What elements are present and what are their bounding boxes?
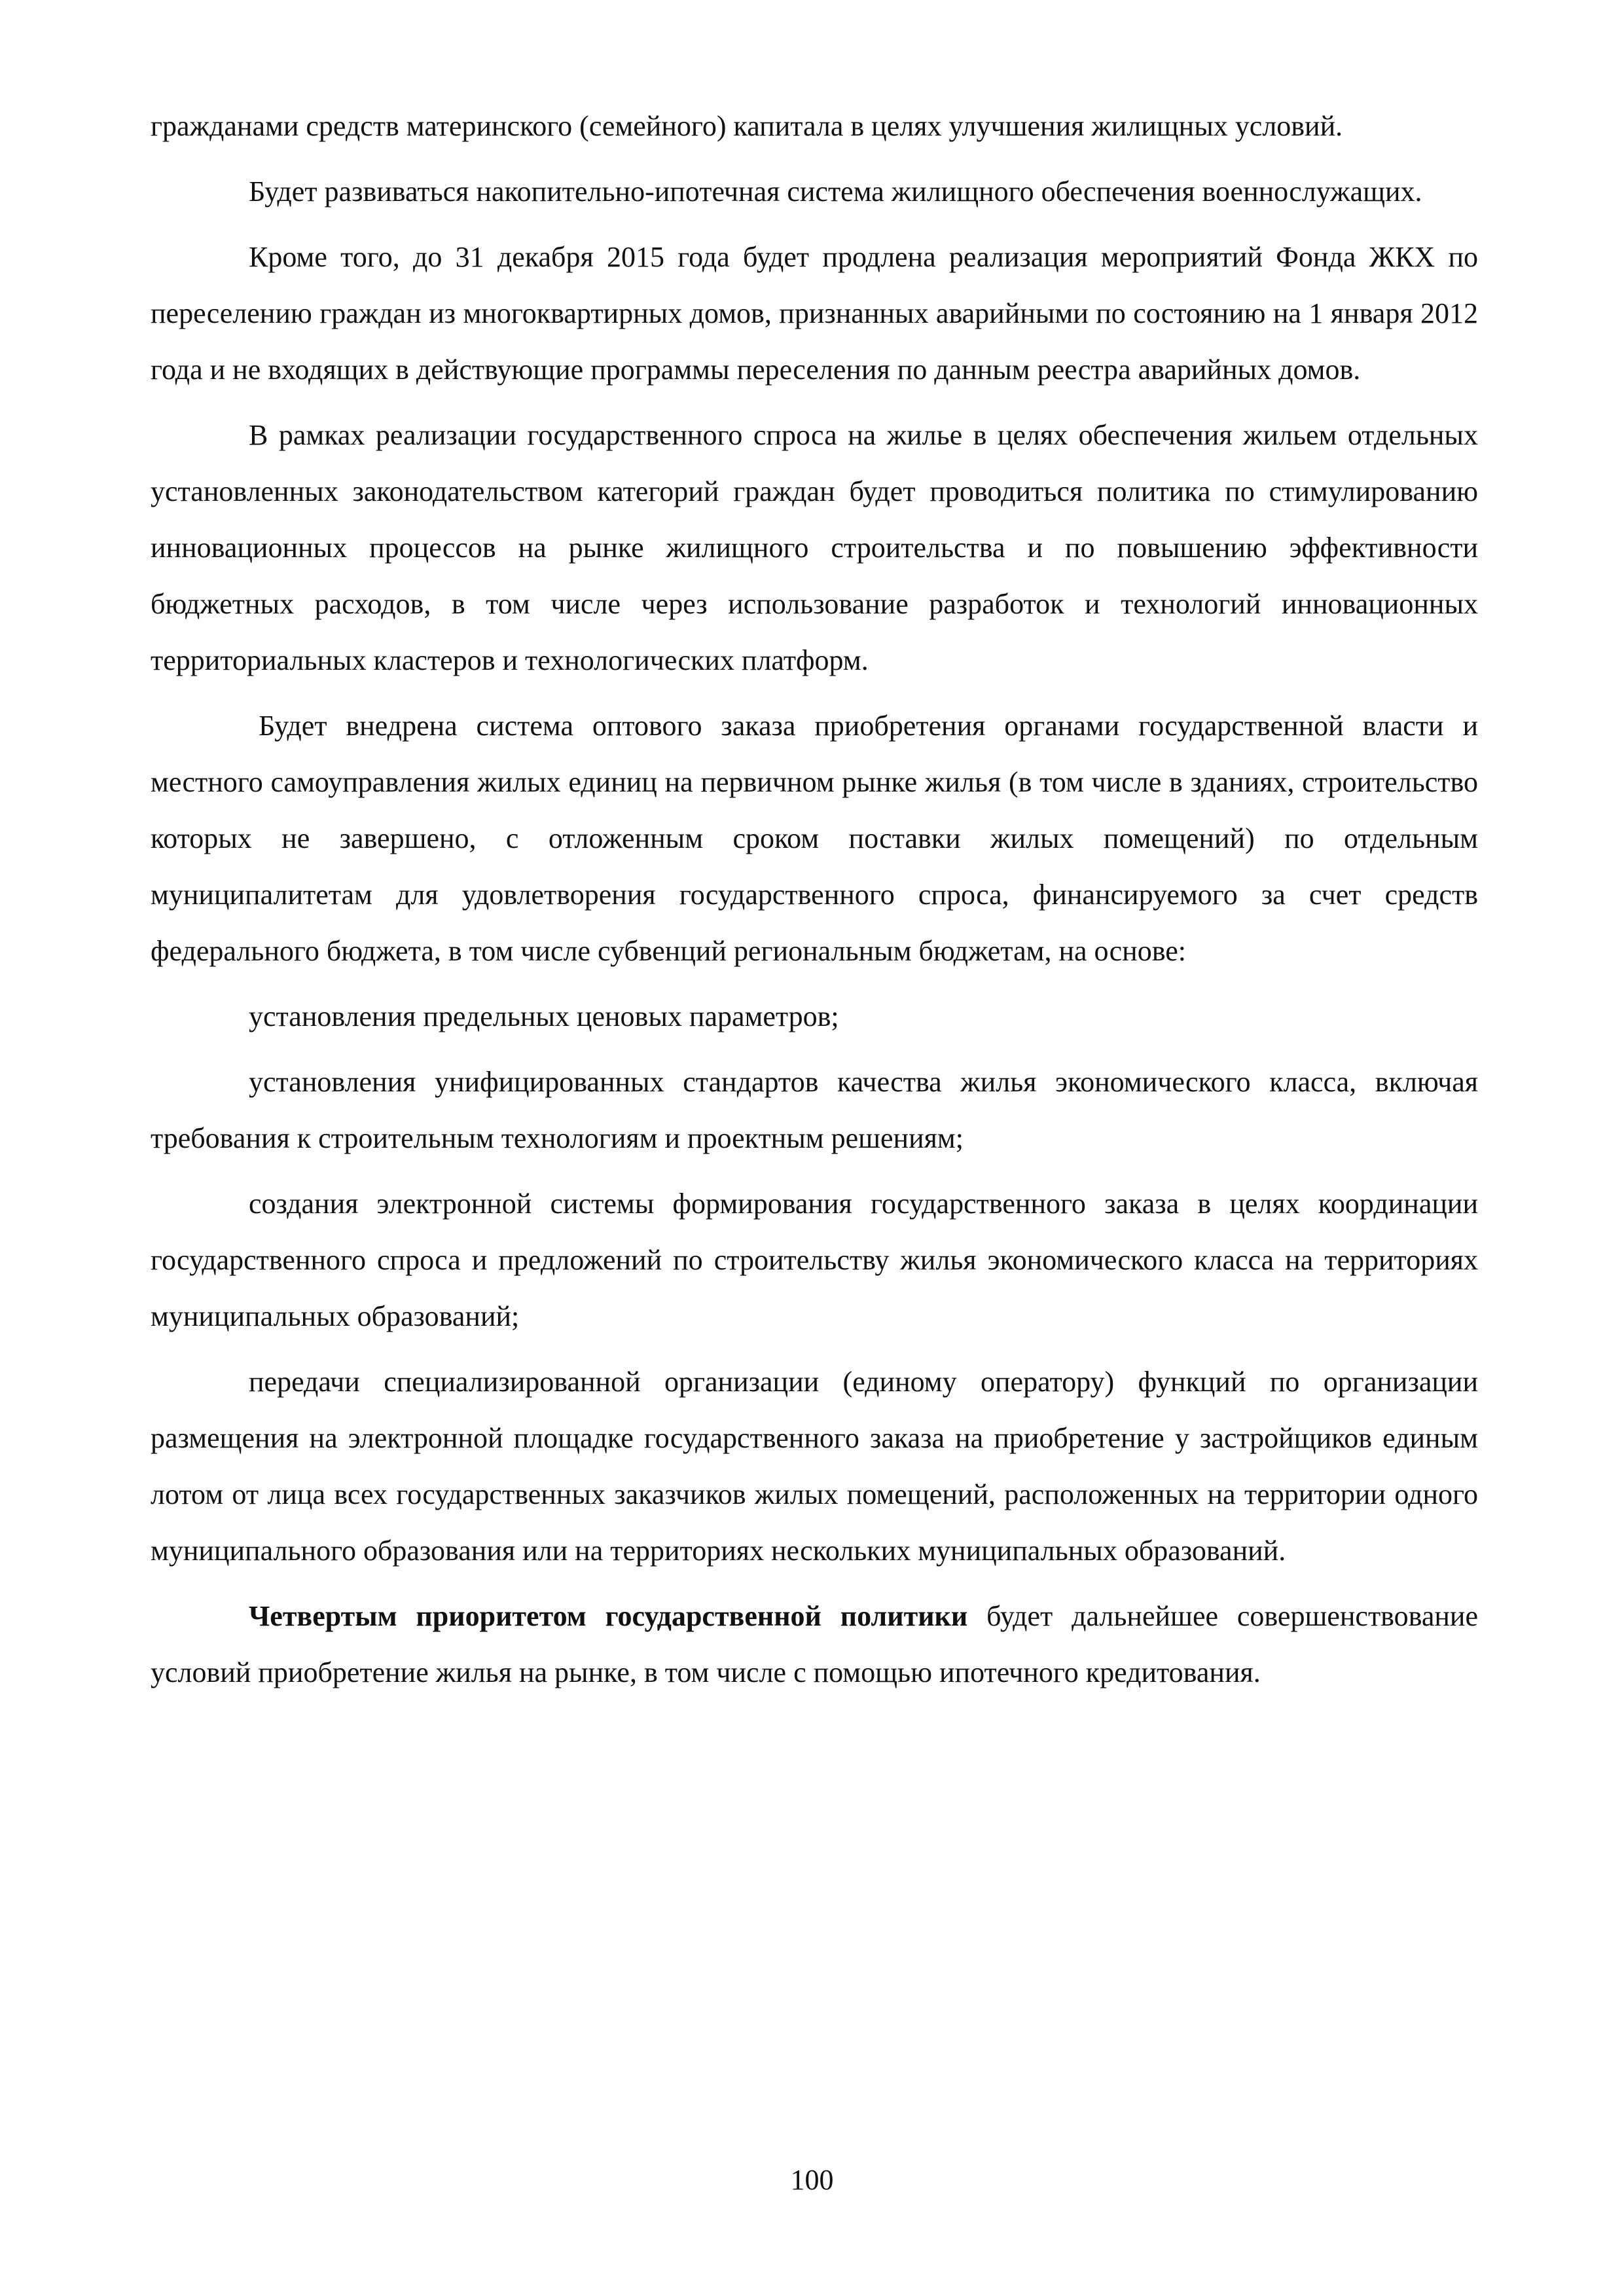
list-item-electronic-system: создания электронной системы формирования государственного заказа в целях координации государственного спроса и предложений по строительству жилья экономического класса на территориях муниципальных образований; — [151, 1188, 1478, 1332]
paragraph-wholesale-order: Будет внедрена система оптового заказа приобретения органами государственной власти и местного самоуправления жилых единиц на первичном рынке жилья (в том числе в зданиях, строительство которых не завершено, с отложенным сроком поставки жилых помещений) по отдельным муниципалитетам для удовлетворения государственного спроса, финансируемого за счет средств федерального бюджета, в том числе субвенций региональным бюджетам, на основе: — [151, 710, 1478, 967]
paragraph-continuation: гражданами средств материнского (семейного) капитала в целях улучшения жилищных условий. — [151, 110, 1343, 142]
paragraph-military-housing: Будет развиваться накопительно-ипотечная система жилищного обеспечения военнослужащих. — [249, 175, 1422, 208]
paragraph-state-demand: В рамках реализации государственного спроса на жилье в целях обеспечения жильем отдельных установленных законодательством категорий граждан будет проводиться политика по стимулированию инновационных процессов на рынке жилищного строительства и по повышению эффективности бюджетных расходов, в том числе через использование разработок и технологий инновационных территориальных кластеров и технологических платформ. — [151, 419, 1478, 676]
paragraph-housing-fund: Кроме того, до 31 декабря 2015 года будет продлена реализация мероприятий Фонда ЖКХ по переселению граждан из многоквартирных домов, признанных аварийными по состоянию на 1 января 2012 года и не входящих в действующие программы переселения по данным реестра аварийных домов. — [151, 241, 1478, 386]
list-item-price-parameters: установления предельных ценовых параметров; — [249, 1000, 839, 1032]
list-item-quality-standards: установления унифицированных стандартов качества жилья экономического класса, включая требования к строительным технологиям и проектным решениям; — [151, 1066, 1478, 1154]
list-item-single-operator: передачи специализированной организации (единому оператору) функций по организации размещения на электронной площадке государственного заказа на приобретение у застройщиков единым лотом от лица всех государственных заказчиков жилых помещений, расположенных на территории одного муниципального образования или на территориях нескольких муниципальных образований. — [151, 1366, 1478, 1567]
page-number: 100 — [790, 2164, 834, 2196]
fourth-priority-heading: Четвертым приоритетом государственной политики — [249, 1600, 968, 1632]
document-body — [151, 98, 1478, 1710]
paragraph-fourth-priority — [151, 1588, 1478, 1701]
fourth-priority-text: будет дальнейшее совершенствование условий приобретение жилья на рынке, в том числе с помощью ипотечного кредитования. — [151, 1600, 1478, 1688]
